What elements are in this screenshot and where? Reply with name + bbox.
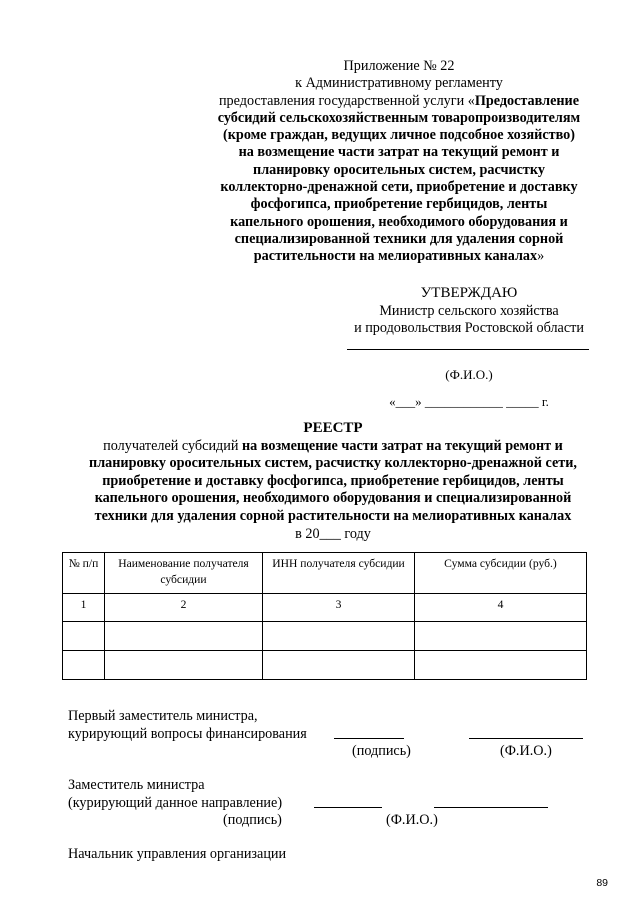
table-cell: 4 [415,594,587,622]
approval-signature-line [347,349,589,350]
appendix-bold-line: капельного орошения, необходимого оборудования и [230,213,568,230]
deputy-role: (курирующий данное направление) [68,795,283,811]
appendix-bold-line: коллекторно-дренажной сети, приобретение и доставку [220,179,578,196]
appendix-bold-line: на возмещение части затрат на текущий ремонт и [238,144,560,161]
registry-bold-line: техники для удаления сорной растительности на мелиоративных каналах [94,507,572,524]
appendix-bold-line: субсидий сельскохозяйственным товаропроизводителям [217,109,581,126]
registry-year-line: в 20___ году [295,525,371,542]
appendix-header [205,58,593,266]
appendix-last-plain: » [537,248,545,265]
registry-line-plain: получателей субсидий [103,437,242,454]
first-deputy-title: Первый заместитель министра, [68,708,258,724]
table-header-cell: ИНН получателя субсидии [263,553,415,594]
approval-title: УТВЕРЖДАЮ [420,285,518,301]
approval-position: Министр сельского хозяйства [379,302,559,319]
table-cell: 2 [105,594,263,622]
appendix-last-line [205,248,593,265]
registry-title: РЕЕСТР [303,420,363,436]
registry-bold-line: капельного орошения, необходимого оборудования и специализированной [94,490,572,507]
approval-block [335,285,603,338]
first-deputy-fio-line [469,738,583,739]
appendix-service-line [205,93,593,110]
table-cell [415,622,587,651]
appendix-service-bold: Предоставление [474,92,580,109]
table-cell: 3 [263,594,415,622]
registry-bold-line: планировку оросительных систем, расчистку коллекторно-дренажной сети, [89,455,577,472]
first-deputy-fio-label: (Ф.И.О.) [500,743,552,759]
table-cell [263,651,415,680]
appendix-regulation: к Административному регламенту [295,75,503,92]
table-number-row [63,594,587,622]
table-header-cell: № п/п [63,553,105,594]
registry-bold-line: приобретение и доставку фосфогипса, приобретение гербицидов, ленты [102,472,564,489]
deputy-title: Заместитель министра [68,777,205,793]
appendix-bold-line: планировку оросительных систем, расчистку [253,161,545,178]
page-number: 89 [596,877,608,889]
deputy-fio-label: (Ф.И.О.) [386,812,438,828]
deputy-fio-line [434,807,548,808]
registry-table [62,552,587,680]
table-row [63,622,587,651]
first-deputy-signature-line [334,738,404,739]
appendix-number: Приложение № 22 [343,58,455,74]
table-cell: 1 [63,594,105,622]
appendix-bold-line: фосфогипса, приобретение гербицидов, ленты [250,196,548,213]
table-cell [105,651,263,680]
registry-line [60,438,606,456]
appendix-bold-line: (кроме граждан, ведущих личное подсобное хозяйство) [223,127,575,144]
table-cell [105,622,263,651]
approval-fio-label: (Ф.И.О.) [445,367,493,382]
deputy-sign-label: (подпись) [223,812,282,828]
registry-heading [60,420,606,543]
deputy-signature-line [314,807,382,808]
table-cell [263,622,415,651]
appendix-service-plain: предоставления государственной услуги « [218,92,475,109]
approval-ministry: и продовольствия Ростовской области [354,320,584,336]
table-header-cell: Наименование получателя субсидии [105,553,263,594]
appendix-last-bold: растительности на мелиоративных каналах [253,248,538,265]
appendix-bold-line: специализированной техники для удаления сорной [234,230,564,247]
table-row [63,651,587,680]
table-cell [415,651,587,680]
registry-line-bold: на возмещение части затрат на текущий ремонт и [241,437,563,454]
approval-date-line: «___» ____________ _____ г. [389,394,549,409]
first-deputy-role: курирующий вопросы финансирования [68,726,307,742]
table-header-row [63,553,587,594]
table-cell [63,651,105,680]
first-deputy-sign-label: (подпись) [352,743,411,759]
department-head-title: Начальник управления организации [68,846,287,862]
table-header-cell: Сумма субсидии (руб.) [415,553,587,594]
table-cell [63,622,105,651]
